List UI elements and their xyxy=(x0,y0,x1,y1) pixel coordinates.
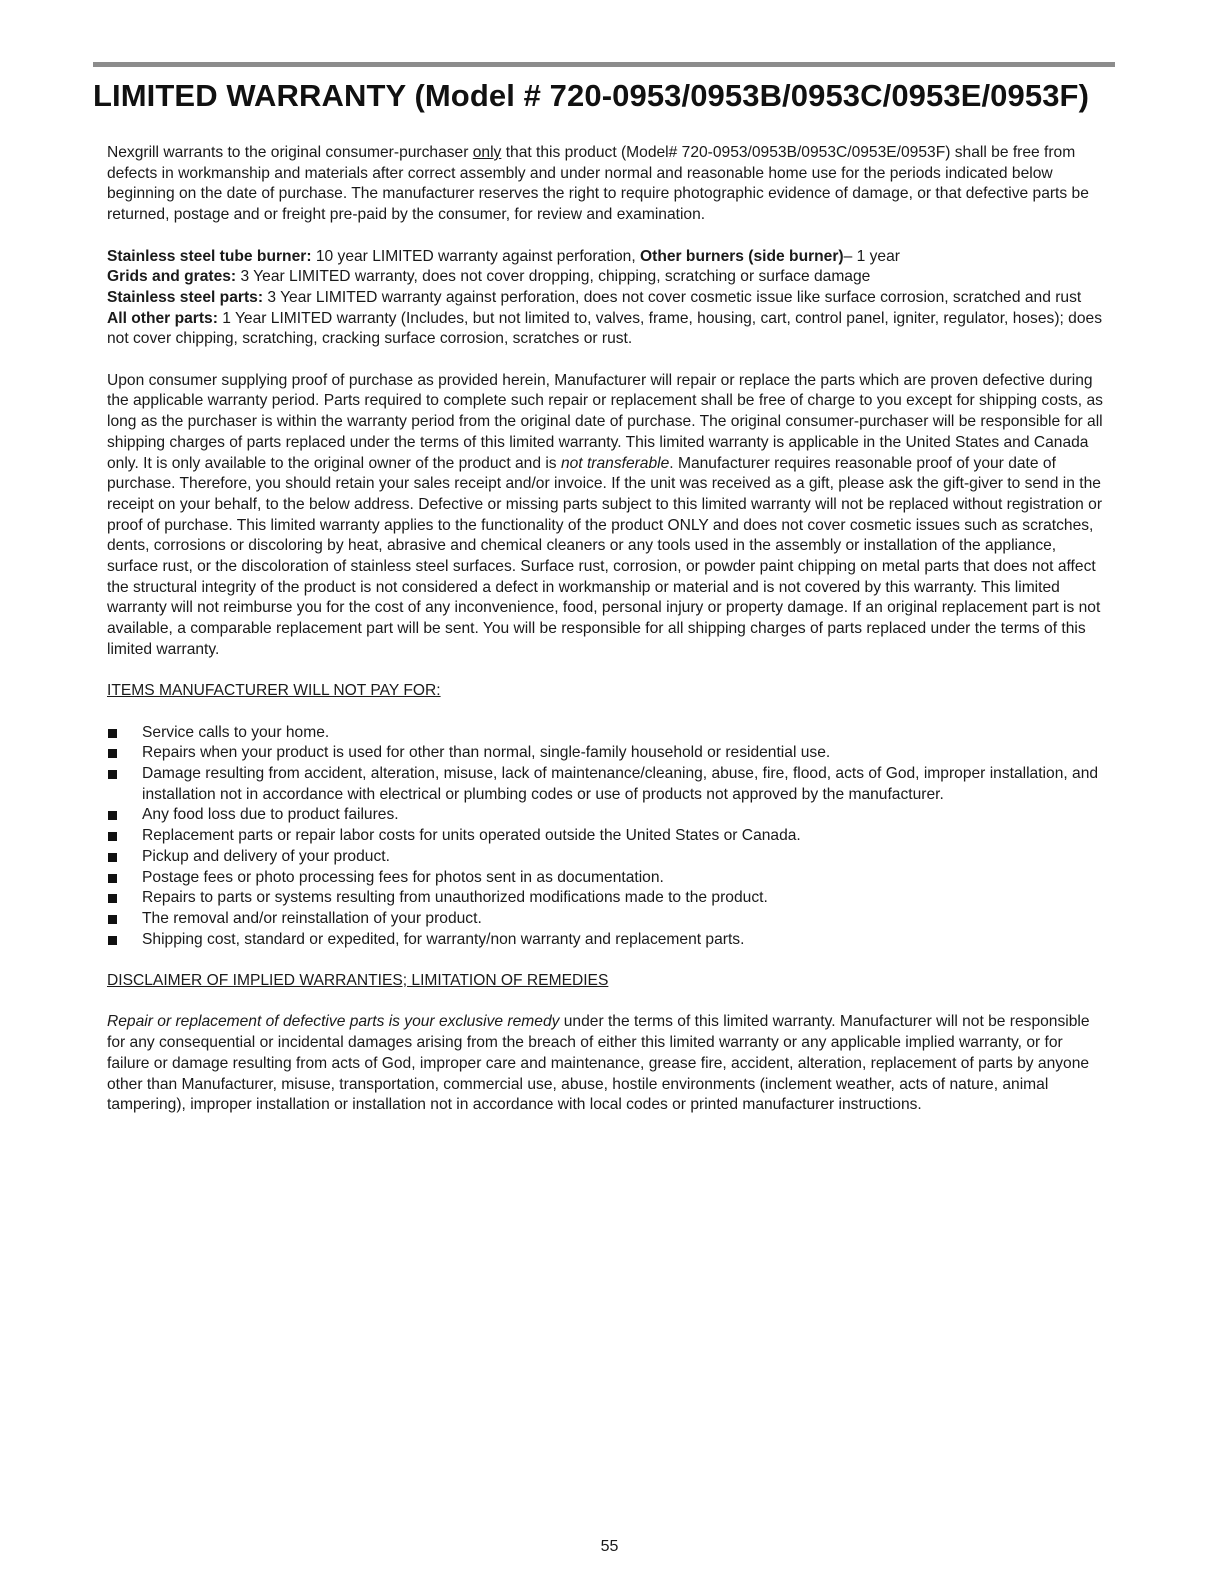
list-item xyxy=(107,847,1107,868)
other-burners-label: Other burners (side burner) xyxy=(640,247,844,265)
coverage-steel-parts xyxy=(107,288,1107,309)
disclaimer-paragraph xyxy=(107,1012,1107,1116)
other-parts-label: All other parts: xyxy=(107,309,218,327)
list-item-text: Any food loss due to product failures. xyxy=(142,806,399,824)
bullet-square-icon xyxy=(108,894,117,903)
intro-only-word: only xyxy=(472,144,502,161)
warranty-content xyxy=(107,143,1107,1137)
page-number: 55 xyxy=(600,1538,619,1555)
intro-text-a: Nexgrill warrants to the original consumer-purchaser xyxy=(107,144,473,161)
bullet-square-icon xyxy=(108,770,117,779)
list-item-text: Damage resulting from accident, alteration, misuse, lack of maintenance/cleaning, abuse, fire, flood, acts of God, improper installation, and installation not in accordance with electrical or plumbing codes or use of products not approved by the manufacturer. xyxy=(142,765,1099,803)
list-item xyxy=(107,805,1107,826)
list-item-text: Postage fees or photo processing fees for photos sent in as documentation. xyxy=(142,868,664,886)
bullet-square-icon xyxy=(108,874,117,883)
top-rule xyxy=(93,62,1115,67)
terms-paragraph xyxy=(107,371,1107,661)
terms-text-a: Upon consumer supplying proof of purchase as provided herein, Manufacturer will repair or replace the parts which are proven defective during the applicable warranty period. Parts required to complete such repair or replacement shall be free of charge to you except for shipping costs, as long as the purchaser is within the warranty period from the original date of purchase. The original consumer-purchaser will be responsible for all shipping charges of parts replaced under the terms of this limited warranty. This limited warranty is applicable in the United States and Canada only. It is only available to the original owner of the product and is xyxy=(107,371,1103,472)
disclaimer-italic-lead: Repair or replacement of defective parts is your exclusive remedy xyxy=(107,1013,560,1031)
bullet-square-icon xyxy=(108,936,117,945)
list-item xyxy=(107,826,1107,847)
list-item-text: Service calls to your home. xyxy=(142,723,330,741)
bullet-square-icon xyxy=(108,729,117,738)
list-item-text: Shipping cost, standard or expedited, for warranty/non warranty and replacement parts. xyxy=(142,930,745,948)
page-title: LIMITED WARRANTY (Model # 720-0953/0953B/0953C/0953E/0953F) xyxy=(93,78,1090,113)
grids-text: 3 Year LIMITED warranty, does not cover dropping, chipping, scratching or surface damage xyxy=(236,268,871,286)
tube-burner-text: 10 year LIMITED warranty against perforation, xyxy=(311,247,640,265)
list-item xyxy=(107,764,1107,805)
list-item-text: Pickup and delivery of your product. xyxy=(142,847,390,865)
list-item xyxy=(107,868,1107,889)
bullet-square-icon xyxy=(108,853,117,862)
other-burners-text: – 1 year xyxy=(843,247,900,265)
coverage-grids xyxy=(107,267,1107,288)
list-item xyxy=(107,723,1107,744)
list-item-text: Repairs to parts or systems resulting from unauthorized modifications made to the product. xyxy=(142,889,768,907)
disclaimer-heading: DISCLAIMER OF IMPLIED WARRANTIES; LIMITATION OF REMEDIES xyxy=(107,972,609,990)
list-item-text: Replacement parts or repair labor costs for units operated outside the United States or Canada. xyxy=(142,827,801,845)
exclusions-heading: ITEMS MANUFACTURER WILL NOT PAY FOR: xyxy=(107,682,441,700)
terms-text-b: . Manufacturer requires reasonable proof of your date of purchase. Therefore, you should retain your sales receipt and/or invoice. If the unit was received as a gift, please ask the gift-giver to send in the receipt on your behalf, to the below address. Defective or missing parts subject to this limited warranty will not be replaced without registration or proof of purchase. This limited warranty applies to the functionality of the product ONLY and does not cover cosmetic issues such as scratches, dents, corrosions or discoloring by heat, abrasive and chemical cleaners or any tools used in the assembly or installation of the appliance, surface rust, or the discoloration of stainless steel surfaces. Surface rust, corrosion, or powder paint chipping on metal parts that does not affect the structural integrity of the product is not considered a defect in workmanship or material and is not covered by this warranty. This limited warranty will not reimburse you for the cost of any inconvenience, food, personal injury or property damage. If an original replacement part is not available, a comparable replacement part will be sent. You will be responsible for all shipping charges of parts replaced under the terms of this limited warranty. xyxy=(107,454,1103,658)
bullet-square-icon xyxy=(108,832,117,841)
steel-parts-label: Stainless steel parts: xyxy=(107,288,264,306)
exclusions-list xyxy=(107,723,1107,951)
bullet-square-icon xyxy=(108,811,117,820)
coverage-other-parts xyxy=(107,309,1107,350)
list-item xyxy=(107,743,1107,764)
not-transferable: not transferable xyxy=(560,454,670,472)
intro-text-b: that this product (Model# 720-0953/0953B/0953C/0953E/0953F) shall be free from defects in workmanship and materials after correct assembly and under normal and reasonable home use for the periods indicated below beginning on the date of purchase. The manufacturer reserves the right to require photographic evidence of damage, or that defective parts be returned, postage and or freight pre-paid by the consumer, for review and examination. xyxy=(107,144,1089,224)
bullet-square-icon xyxy=(108,915,117,924)
other-parts-text: 1 Year LIMITED warranty (Includes, but not limited to, valves, frame, housing, cart, control panel, igniter, regulator, hoses); does not cover chipping, scratching, cracking surface corrosion, scratches or rust. xyxy=(107,309,1102,348)
coverage-list xyxy=(107,247,1107,351)
list-item-text: The removal and/or reinstallation of your product. xyxy=(142,909,482,927)
intro-paragraph xyxy=(107,143,1107,226)
coverage-tube-burner xyxy=(107,247,1107,268)
bullet-square-icon xyxy=(108,749,117,758)
tube-burner-label: Stainless steel tube burner: xyxy=(107,247,312,265)
disclaimer-text: under the terms of this limited warranty. Manufacturer will not be responsible for any consequential or incidental damages arising from the breach of either this limited warranty or any applicable implied warranty, or for failure or damage resulting from acts of God, improper care and maintenance, grease fire, accident, alteration, replacement of parts by anyone other than Manufacturer, misuse, transportation, commercial use, abuse, hostile environments (inclement weather, acts of nature, animal tampering), improper installation or installation not in accordance with local codes or printed manufacturer instructions. xyxy=(107,1013,1090,1114)
steel-parts-text: 3 Year LIMITED warranty against perforation, does not cover cosmetic issue like surface corrosion, scratched and rust xyxy=(263,288,1082,306)
list-item xyxy=(107,930,1107,951)
list-item xyxy=(107,888,1107,909)
list-item xyxy=(107,909,1107,930)
list-item-text: Repairs when your product is used for other than normal, single-family household or residential use. xyxy=(142,744,831,762)
grids-label: Grids and grates: xyxy=(107,268,237,286)
